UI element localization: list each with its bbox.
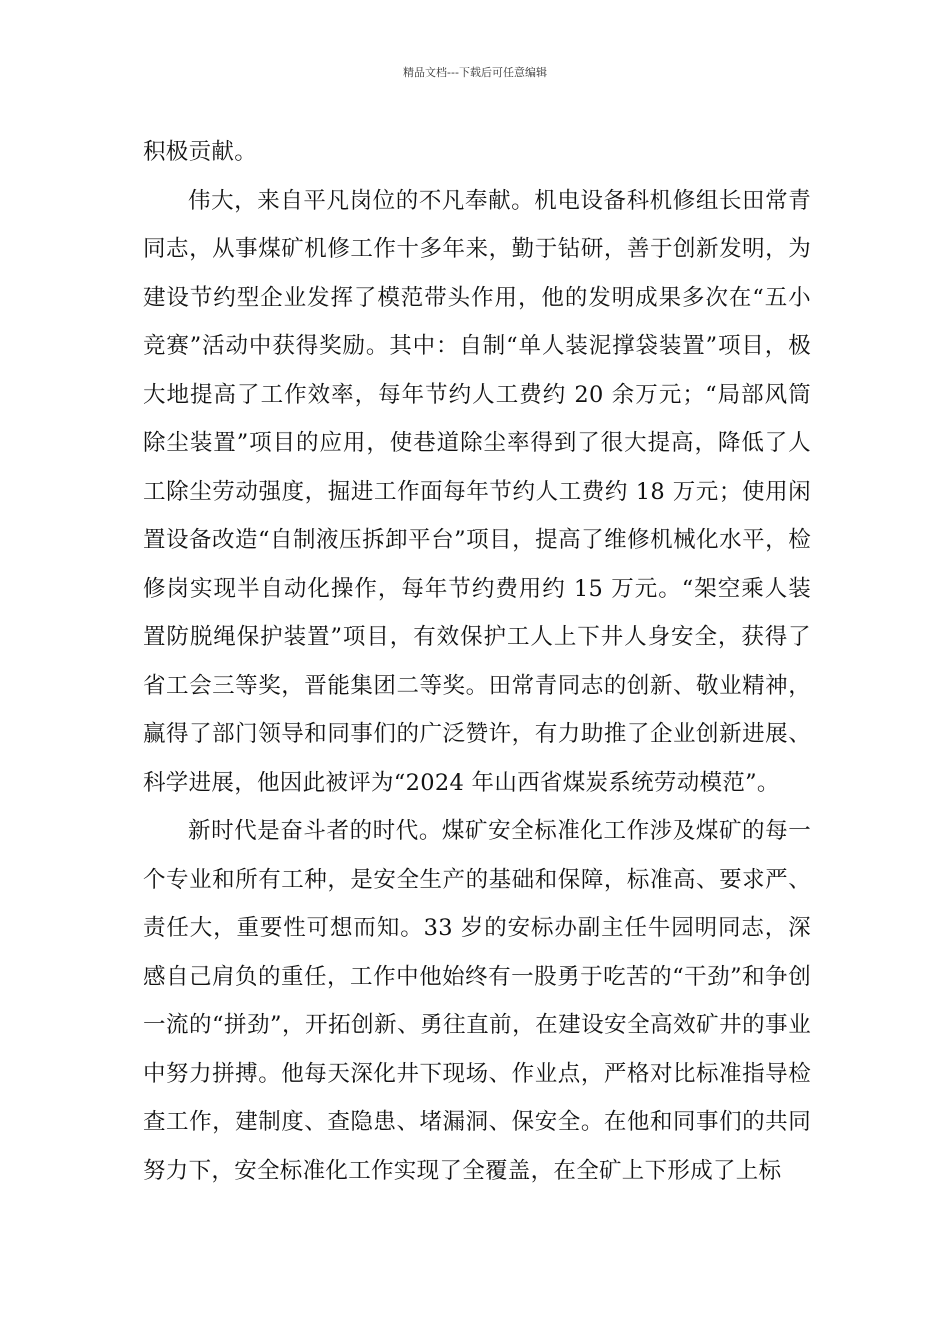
- paragraph-continuation: 积极贡献。: [143, 139, 258, 165]
- paragraph-niu-yuanming: 新时代是奋斗者的时代。煤矿安全标准化工作涉及煤矿的每一个专业和所有工种，是安全生产的基础和保障，标准高、要求严、责任大，重要性可想而知。33 岁的安标办副主任牛园明同志，深感自己肩负的重任，工作中他始终有一股勇于吃苦的“干劲”和争创一流的“拼劲”，开拓创新、勇往直前，在建设安全高效矿井的事业中努力拼搏。他每天深化井下现场、作业点，严格对比标准指导检查工作，建制度、查隐患、堵漏洞、保安全。在他和同事们的共同努力下，安全标准化工作实现了全覆盖，在全矿上下形成了上标: [143, 818, 811, 1184]
- paragraph-tian-changqing: 伟大，来自平凡岗位的不凡奉献。机电设备科机修组长田常青同志，从事煤矿机修工作十多年来，勤于钻研，善于创新发明，为建设节约型企业发挥了模范带头作用，他的发明成果多次在“五小竞赛”活动中获得奖励。其中：自制“单人装泥撑袋装置”项目，极大地提高了工作效率，每年节约人工费约 20 余万元；“局部风筒除尘装置”项目的应用，使巷道除尘率得到了很大提高，降低了人工除尘劳动强度，掘进工作面每年节约人工费约 18 万元；使用闲置设备改造“自制液压拆卸平台”项目，提高了维修机械化水平，检修岗实现半自动化操作，每年节约费用约 15 万元。“架空乘人装置防脱绳保护装置”项目，有效保护工人上下井人身安全，获得了省工会三等奖，晋能集团二等奖。田常青同志的创新、敬业精神，赢得了部门领导和同事们的广泛赞许，有力助推了企业创新进展、科学进展，他因此被评为“2024 年山西省煤炭系统劳动模范”。: [143, 187, 811, 796]
- document-body: [143, 128, 811, 1195]
- page-header: 精品文档---下载后可任意编辑: [403, 66, 547, 79]
